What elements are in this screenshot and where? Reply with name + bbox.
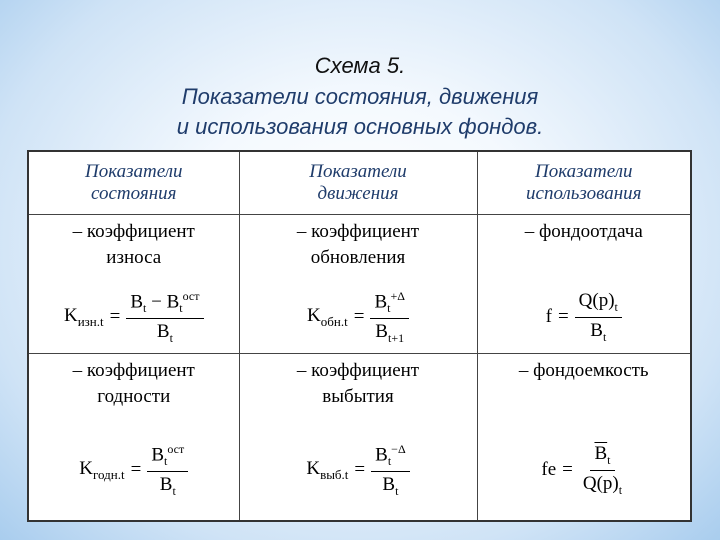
name-fitness-line2: годности (97, 386, 171, 407)
name-wear-line2: износа (106, 247, 162, 268)
name-retirement (239, 354, 477, 421)
header-movement (239, 151, 477, 215)
name-capital-productivity-line1: – фондоотдача (524, 221, 643, 242)
header-movement-line1: Показатели (309, 161, 407, 182)
title-line-1: Показатели состояния, движения (181, 84, 539, 109)
header-movement-line2: движения (317, 183, 399, 204)
title-line-2: и использования основных фондов. (176, 114, 544, 139)
name-wear (28, 215, 239, 282)
formula-wear: $K_{изн.t}$ = $\frac{B_t - B_t^{ост}}{B_t}$ (28, 281, 239, 354)
header-condition (28, 151, 239, 215)
row1-names (28, 215, 691, 282)
header-condition-line1: Показатели (84, 161, 183, 182)
row1-formulas (28, 281, 691, 354)
header-usage (477, 151, 691, 215)
formula-fitness: $K_{годн.t}$ = $\frac{B_t^{ост}}{B_t}$ (28, 420, 239, 521)
formula-capital-productivity: f = $\frac{Q(p)_t}{B_t}$ (477, 281, 691, 354)
name-capital-intensity-line1: – фондоемкость (518, 360, 649, 381)
indicators-table (27, 150, 692, 522)
name-renewal-line2: обновления (310, 247, 406, 268)
name-retirement-line2: выбытия (322, 386, 394, 407)
name-capital-intensity (477, 354, 691, 421)
header-usage-line2: использования (526, 183, 642, 204)
header-condition-line2: состояния (91, 183, 177, 204)
name-fitness (28, 354, 239, 421)
name-renewal (239, 215, 477, 282)
header-row (28, 151, 691, 215)
slide-heading (0, 50, 720, 142)
formula-retirement: $K_{выб.t}$ = $\frac{B_t^{-\Delta}}{B_t}$ (239, 420, 477, 521)
name-capital-productivity (477, 215, 691, 282)
scheme-number: Схема 5. (314, 53, 406, 78)
row2-names (28, 354, 691, 421)
header-usage-line1: Показатели (534, 161, 633, 182)
name-retirement-line1: – коэффициент (296, 360, 420, 381)
name-fitness-line1: – коэффициент (72, 360, 195, 381)
formula-capital-intensity: fe = $\frac{\overline{B}_t}{Q(p)_t}$ (477, 420, 691, 521)
formula-renewal: $K_{обн.t}$ = $\frac{B_t^{+\Delta}}{B_{t+1}}$ (239, 281, 477, 354)
name-wear-line1: – коэффициент (72, 221, 195, 242)
name-renewal-line1: – коэффициент (296, 221, 420, 242)
row2-formulas (28, 420, 691, 521)
